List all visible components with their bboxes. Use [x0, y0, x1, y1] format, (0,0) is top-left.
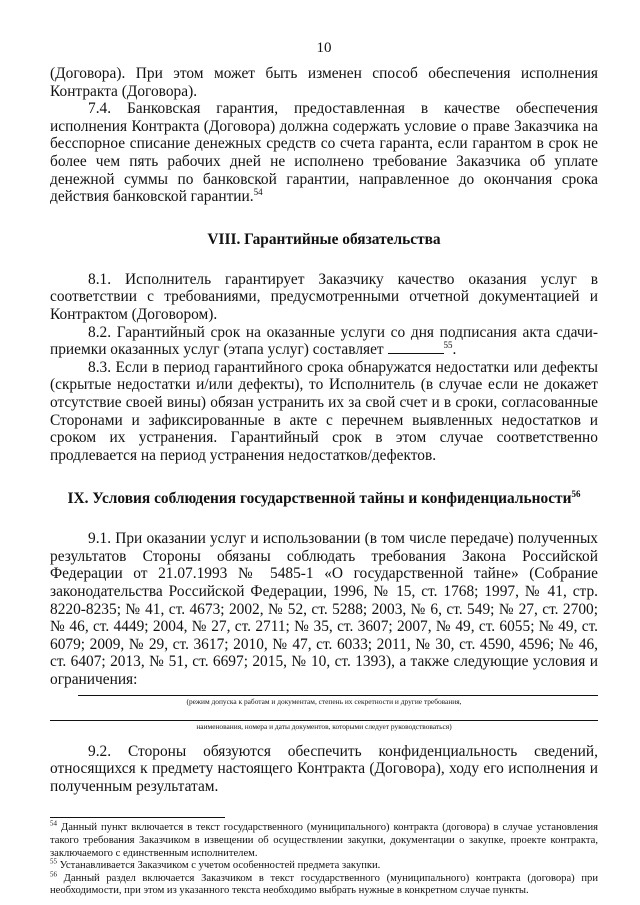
- footnote-55: [50, 857, 598, 873]
- paragraph-8-3: [50, 359, 598, 465]
- footnote-number: 55: [50, 857, 57, 866]
- footnote-separator: [50, 817, 225, 818]
- fill-line-caption-1: (режим допуска к работам и документам, степень их секретности и другие требования,: [186, 696, 462, 706]
- heading-text: IX. Условия соблюдения государственной тайны и конфиденциальности: [67, 490, 572, 508]
- footnote-ref-54[interactable]: 54: [253, 187, 263, 198]
- fill-line-caption-2: наименования, номера и даты документов, которыми следует руководствоваться): [196, 721, 452, 731]
- paragraph-7-3-continuation: [50, 65, 598, 100]
- paragraph-text: 8.3. Если в период гарантийного срока обнаружатся недостатки или дефекты (скрытые недостатки и/или дефекты), то Исполнитель (в случае если не докажет отсутствие своей вины) обязан устранить их за свой счет и в сроки, согласованные Сторонами и зафиксированные в акте с перечнем выявленных недостатков и сроком их устранения. Гарантийный срок в этом случае соответственно продлевается на период устранения недостатков/дефектов.: [50, 358, 598, 464]
- footnote-text: Устанавливается Заказчиком с учетом особенностей предмета закупки.: [59, 860, 381, 872]
- footnote-56: [50, 870, 598, 898]
- paragraph-text: 8.2. Гарантийный срок на оказанные услуги со дня подписания акта сдачи-приемки оказанных услуг (этапа услуг) составляет: [50, 323, 598, 359]
- paragraph-text: 7.4. Банковская гарантия, предоставленная в качестве обеспечения исполнения Контракта (Договора) должна содержать условие о праве Заказчика на бесспорное списание денежных средств со счета гаранта, если гарантом в срок не более чем пять рабочих дней не исполнено требование Заказчика об уплате денежной суммы по банковской гарантии, направленное до окончания срока действия банковской гарантии.: [50, 100, 598, 206]
- footnote-number: 54: [50, 819, 57, 828]
- paragraph-end: .: [452, 341, 457, 359]
- conditions-fill-line-2[interactable]: [50, 714, 598, 721]
- page-number: 10: [316, 40, 332, 56]
- footnote-text: Данный пункт включается в текст государственного (муниципального) контракта (договора) в случае установления такого требования Заказчиком в извещении об осуществлении закупки, документации о закупке, проекте контракта, заключаемого с единственным исполнителем.: [50, 822, 598, 859]
- paragraph-7-4: [50, 100, 598, 206]
- section-heading-9: [50, 490, 598, 508]
- footnote-54: [50, 819, 598, 860]
- paragraph-8-1: [50, 271, 598, 324]
- warranty-term-blank[interactable]: [388, 341, 444, 354]
- section-heading-8: VIII. Гарантийные обязательства: [207, 230, 441, 248]
- document-page: [50, 40, 598, 898]
- paragraph-text: (Договора). При этом может быть изменен способ обеспечения исполнения Контракта (Договора).: [50, 65, 598, 100]
- paragraph-text: 9.2. Стороны обязуются обеспечить конфиденциальность сведений, относящихся к предмету настоящего Контракта (Договора), ходу его исполнения и полученным результатам.: [50, 742, 598, 795]
- paragraph-text: 8.1. Исполнитель гарантирует Заказчику качество оказания услуг в соответствии с требованиями, предусмотренными отчетной документацией и Контрактом (Договором).: [50, 270, 598, 323]
- footnote-text: Данный раздел включается Заказчиком в текст государственного (муниципального) контракта (договора) при необходимости, при этом из указанного текста необходимо выбрать нужные в конкретном случае пункты.: [50, 872, 598, 897]
- paragraph-text: 9.1. При оказании услуг и использовании (в том числе передаче) полученных результатов Стороны обязаны соблюдать требования Закона Российской Федерации от 21.07.1993 № 5485-1 «О государственной тайне» (Собрание законодательства Российской Федерации, 1996, № 15, ст. 1768; 1997, № 41, стр. 8220-8235; № 41, ст. 4673; 2002, № 52, ст. 5288; 2003, № 6, ст. 549; № 27, ст. 2700; № 46, ст. 4449; 2004, № 27, ст. 2711; № 35, ст. 3607; 2007, № 49, ст. 6055; № 49, ст. 6079; 2009, № 29, ст. 3617; 2010, № 47, ст. 6033; 2011, № 30, ст. 4590, 4596; № 46, ст. 6407; 2013, № 51, ст. 6697; 2015, № 10, ст. 1393), а также следующие условия и ограничения:: [50, 530, 598, 689]
- footnote-ref-55[interactable]: 55: [443, 340, 453, 350]
- footnote-ref-56[interactable]: 56: [571, 489, 581, 500]
- paragraph-9-2: [50, 743, 598, 796]
- conditions-fill-line-1[interactable]: [78, 689, 598, 696]
- paragraph-9-1: [50, 530, 598, 688]
- paragraph-8-2: [50, 324, 598, 359]
- footnote-number: 56: [50, 870, 57, 879]
